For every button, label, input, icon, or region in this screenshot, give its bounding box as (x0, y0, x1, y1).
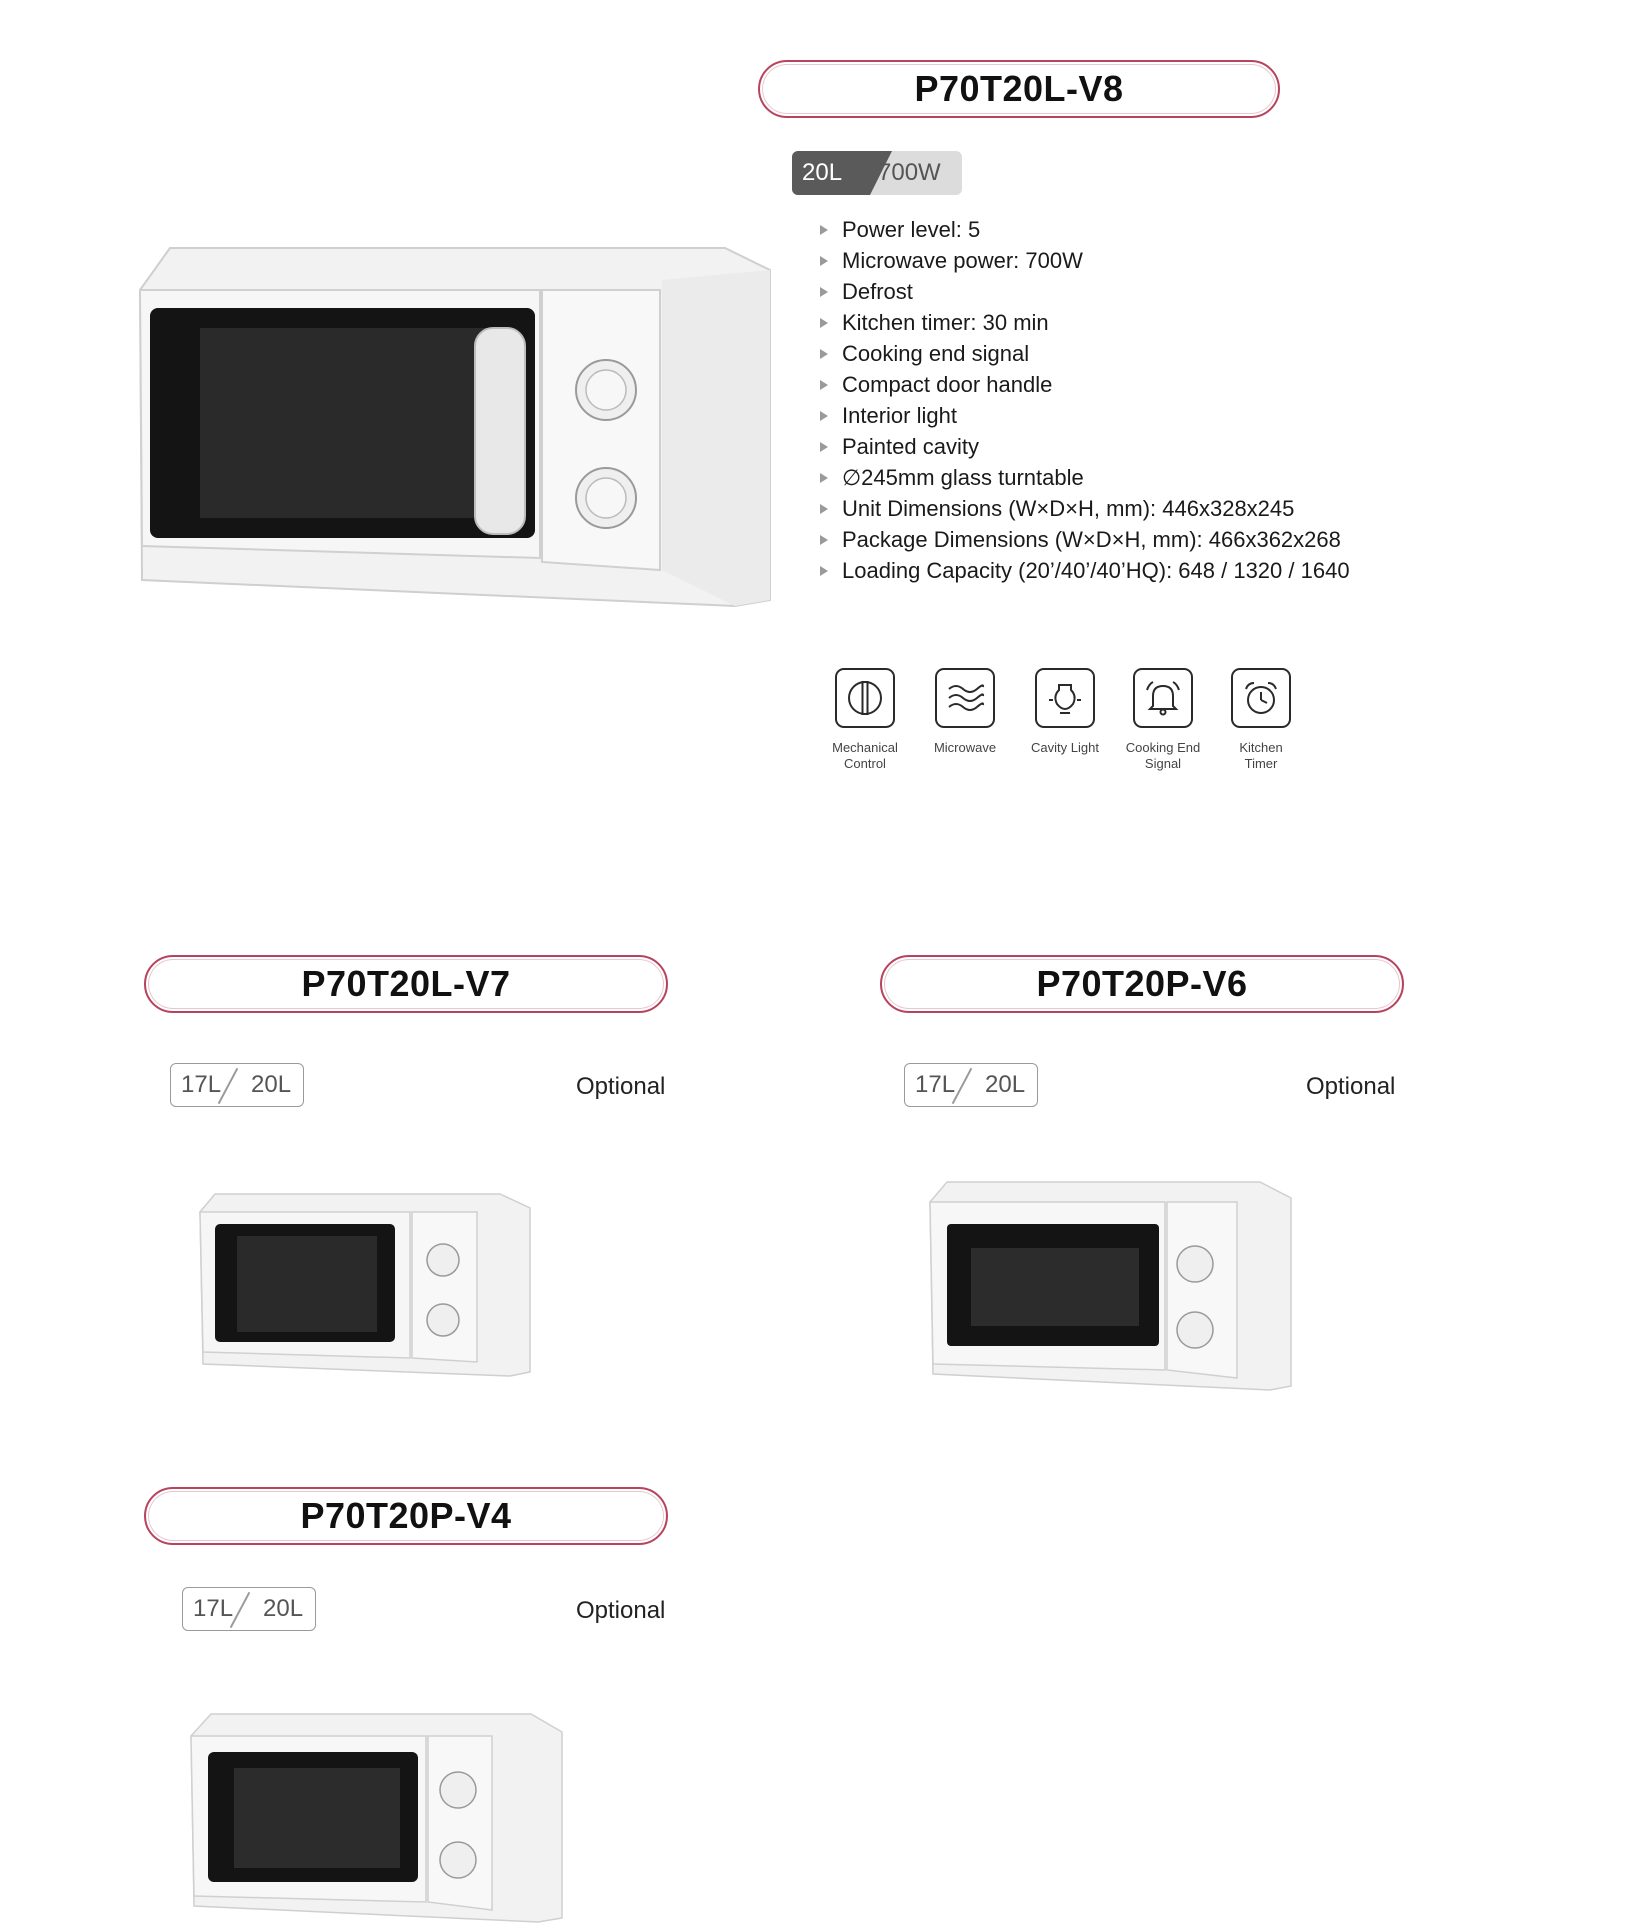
feature-list (820, 214, 1350, 586)
feature-item: Loading Capacity (20’/40’/40’HQ): 648 / 1320 / 1640 (820, 555, 1350, 586)
feature-item: Package Dimensions (W×D×H, mm): 466x362x268 (820, 524, 1350, 555)
power-label: 700W (878, 159, 941, 186)
feature-item: Microwave power: 700W (820, 245, 1350, 276)
microwave-image-v8 (130, 240, 775, 610)
cavity-light-icon (1043, 676, 1087, 720)
feature-item: ∅245mm glass turntable (820, 462, 1350, 493)
icon-label: Cavity Light (1031, 740, 1099, 755)
model-name: P70T20L-V7 (301, 963, 511, 1004)
feature-item: Painted cavity (820, 431, 1350, 462)
feature-item: Defrost (820, 276, 1350, 307)
icon-label: Mechanical (832, 740, 898, 755)
capacity-label: 20L (802, 159, 843, 186)
kitchen-timer-icon (1239, 676, 1283, 720)
feature-icon-item (915, 668, 1015, 756)
icon-label: Signal (1144, 756, 1182, 771)
feature-item: Kitchen timer: 30 min (820, 307, 1350, 338)
capacity-badge (182, 1587, 316, 1631)
icon-label: Control (844, 756, 886, 771)
feature-item: Power level: 5 (820, 214, 1350, 245)
optional-label: Optional (576, 1073, 666, 1100)
model-title-v8 (758, 60, 1280, 118)
microwave-image-v6 (925, 1178, 1295, 1393)
mechanical-control-icon (843, 676, 887, 720)
feature-icon-item (1015, 668, 1115, 756)
model-name: P70T20L-V8 (914, 68, 1124, 109)
model-title-v7 (144, 955, 668, 1013)
optional-label: Optional (1306, 1073, 1396, 1100)
capacity-label: 17L (915, 1071, 956, 1098)
model-name: P70T20P-V4 (300, 1495, 512, 1536)
capacity-power-badge (792, 151, 962, 195)
model-title-v4 (144, 1487, 668, 1545)
capacity-label: 20L (251, 1071, 292, 1098)
feature-item: Unit Dimensions (W×D×H, mm): 446x328x245 (820, 493, 1350, 524)
cooking-end-signal-icon (1141, 676, 1185, 720)
feature-item: Interior light (820, 400, 1350, 431)
capacity-badge (904, 1063, 1038, 1107)
feature-icon-item (1211, 668, 1311, 772)
feature-icon-item (1113, 668, 1213, 772)
icon-label: Timer (1244, 756, 1278, 771)
feature-item: Cooking end signal (820, 338, 1350, 369)
microwave-image-v4 (186, 1710, 566, 1926)
capacity-label: 17L (181, 1071, 222, 1098)
model-name: P70T20P-V6 (1036, 963, 1248, 1004)
capacity-badge (170, 1063, 304, 1107)
icon-label: Kitchen (1239, 740, 1283, 755)
feature-item: Compact door handle (820, 369, 1350, 400)
icon-label: Cooking End (1125, 740, 1201, 755)
optional-label: Optional (576, 1597, 666, 1624)
feature-icon-item (815, 668, 915, 772)
capacity-label: 20L (985, 1071, 1026, 1098)
capacity-label: 20L (263, 1595, 304, 1622)
model-title-v6 (880, 955, 1404, 1013)
capacity-label: 17L (193, 1595, 234, 1622)
microwave-image-v7 (195, 1190, 535, 1380)
icon-label: Microwave (933, 740, 997, 755)
microwave-icon (943, 676, 987, 720)
